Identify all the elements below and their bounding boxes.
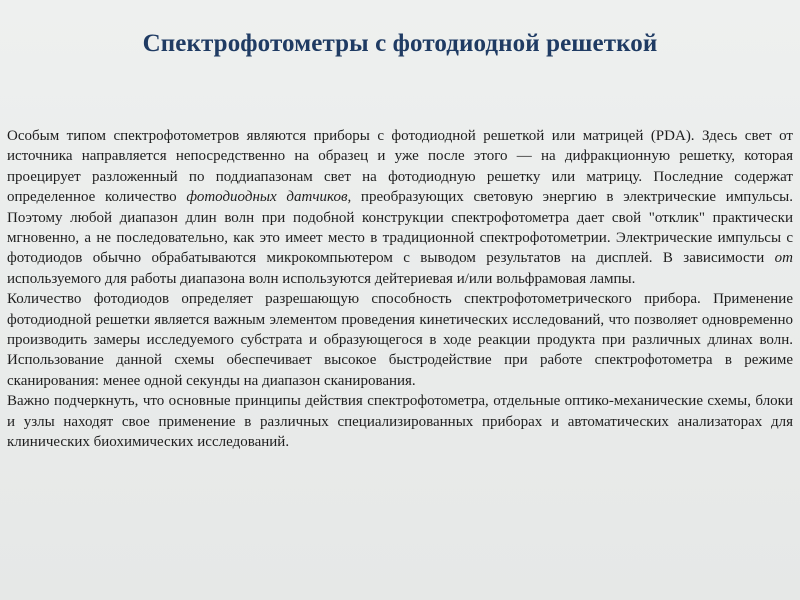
slide-body	[7, 126, 793, 453]
paragraph-3: Важно подчеркнуть, что основные принципы действия спектрофотометра, отдельные оптико-механические схемы, блоки и узлы находят свое применение в различных специализированных приборах и автоматических анализаторах для клинических биохимических исследований.	[7, 393, 793, 451]
paragraph-1-text-b: преобразующих световую энергию в электрические импульсы. Поэтому любой диапазон длин волн при подобной конструкции спектрофотометра дает свой "отклик" практически мгновенно, а не последовательно, как это имеет место в традиционной спектрофотометрии. Электрические импульсы с фотодиодов обычно обрабатываются микрокомпьютером с выводом результатов на дисплей. В зависимости	[7, 189, 793, 267]
slide-title: Спектрофотометры с фотодиодной решеткой	[142, 30, 658, 57]
paragraph-1-text-c: используемого для работы диапазона волн используются дейтериевая и/или вольфрамовая лампы.	[7, 270, 636, 287]
paragraph-2: Количество фотодиодов определяет разрешающую способность спектрофотометрического прибора. Применение фотодиодной решетки является важным элементом проведения кинетических исследований, что позволяет одновременно производить замеры исследуемого субстрата и образующегося в ходе реакции продукта при различных длинах волн. Использование данной схемы обеспечивает высокое быстродействие при работе спектрофотометра в режиме сканирования: менее одной секунды на диапазон сканирования.	[7, 291, 793, 389]
paragraph-1	[7, 126, 793, 289]
paragraph-1-italic-b: от	[774, 250, 793, 267]
paragraph-1-italic-a: фотодиодных датчиков,	[186, 189, 352, 206]
paragraph-1-text-a: Особым типом спектрофотометров являются приборы с фотодиодной решеткой или матрицей (PDA). Здесь свет от источника направляется непосредственно на образец и уже после этого — на дифракционную решетку, которая проецирует разложенный по поддиапазонам свет на фотодиодную решетку или матрицу. Последние содержат определенное количество	[7, 128, 793, 206]
